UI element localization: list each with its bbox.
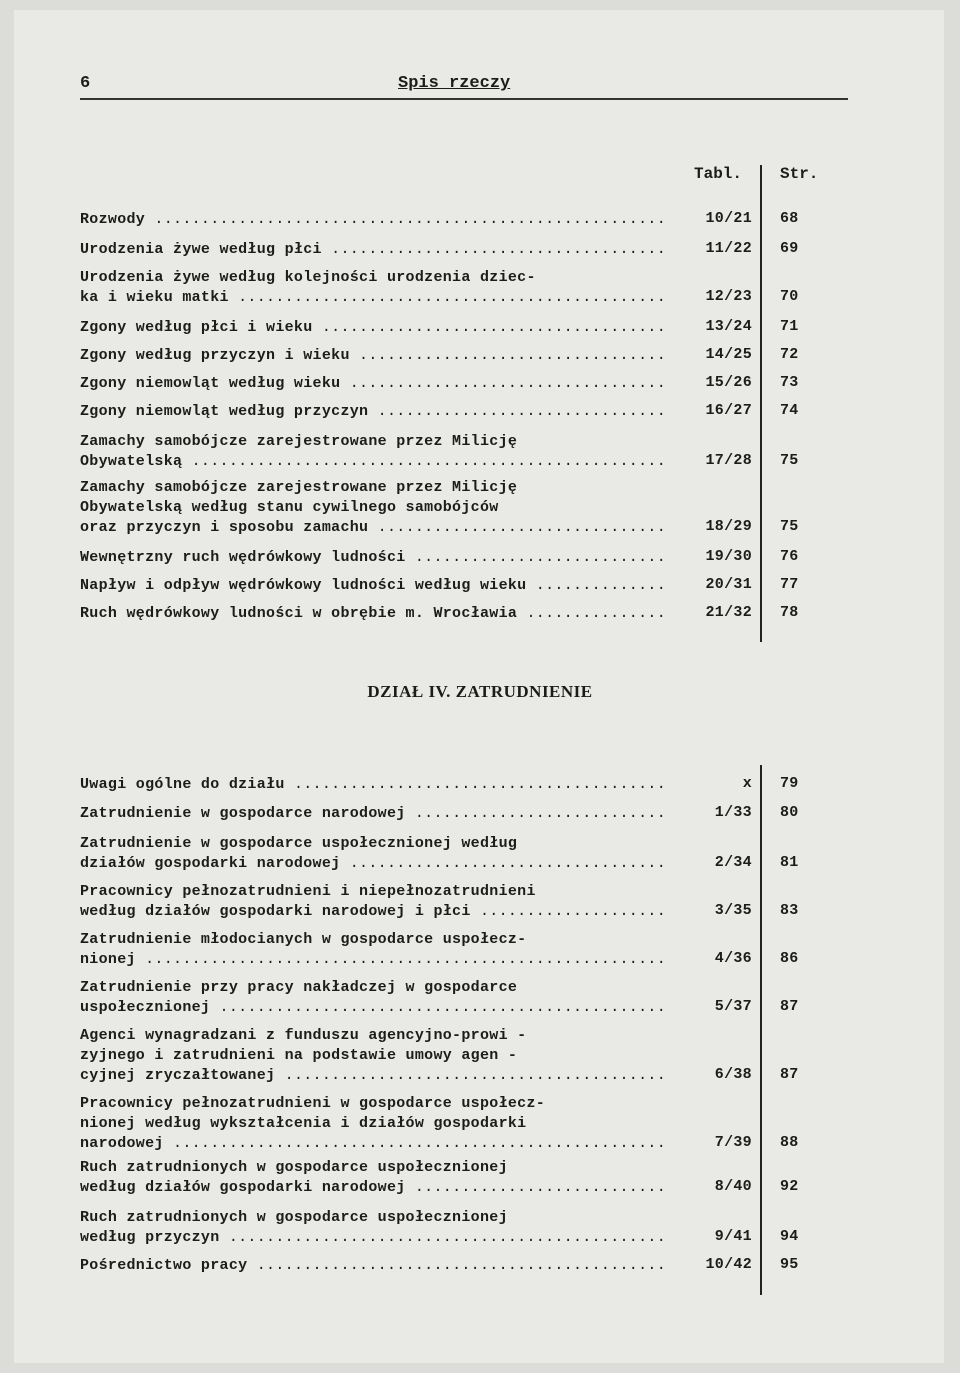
dot-leader: ........................... — [405, 1179, 667, 1196]
dot-leader: ............................................ — [247, 1257, 667, 1274]
toc-entry-title-line: cyjnej zryczałtowanej — [80, 1067, 276, 1084]
toc-entry-title-line: według działów gospodarki narodowej i płci — [80, 903, 471, 920]
toc-entry-page-number: 88 — [780, 1134, 799, 1151]
toc-entry-page-number: 76 — [780, 548, 799, 565]
toc-entry-table-number: 11/22 — [705, 240, 752, 257]
dot-leader: ....................................................... — [145, 211, 667, 228]
toc-entry-page-number: 87 — [780, 998, 799, 1015]
toc-entry-title — [80, 882, 667, 922]
toc-entry-title — [80, 978, 667, 1018]
toc-entry-title-line: ka i wieku matki — [80, 289, 229, 306]
toc-entry-title — [80, 1026, 667, 1086]
dot-leader: ............................... — [368, 403, 667, 420]
toc-entry-title-line: działów gospodarki narodowej — [80, 855, 341, 872]
toc-entry-page-number: 95 — [780, 1256, 799, 1273]
toc-entry-title-line: Ruch zatrudnionych w gospodarce uspołecznionej — [80, 1159, 508, 1176]
toc-entry-title-line: Rozwody — [80, 211, 146, 228]
toc-entry-table-number: 9/41 — [714, 1228, 752, 1245]
dot-leader: .............................................. — [228, 289, 666, 306]
toc-entry-title — [80, 402, 667, 422]
toc-entry-title-line: Agenci wynagradzani z funduszu agencyjno-prowi - — [80, 1027, 527, 1044]
toc-entry-title — [80, 346, 666, 366]
toc-entry-title — [80, 604, 666, 624]
toc-entry-title-line: Wewnętrzny ruch wędrówkowy ludności — [80, 549, 406, 566]
toc-entry-table-number: 20/31 — [705, 576, 752, 593]
toc-entry-page-number: 94 — [780, 1228, 799, 1245]
toc-entry-title — [80, 1208, 667, 1248]
toc-entry-page-number: 87 — [780, 1066, 799, 1083]
toc-entry-title-line: oraz przyczyn i sposobu zamachu — [80, 519, 369, 536]
toc-entry-table-number: 13/24 — [705, 318, 752, 335]
toc-entry-title — [80, 318, 667, 338]
toc-entry-title — [80, 374, 667, 394]
dot-leader: ................................................... — [182, 453, 667, 470]
toc-entry-title-line: według działów gospodarki narodowej — [80, 1179, 406, 1196]
toc-entry-title-line: Obywatelską według stanu cywilnego samobójców — [80, 499, 499, 516]
toc-entry-table-number: 1/33 — [714, 804, 752, 821]
toc-entry-title-line: Zgony niemowląt według przyczyn — [80, 403, 369, 420]
dot-leader: ............... — [517, 605, 666, 622]
toc-entry-table-number: 4/36 — [714, 950, 752, 967]
toc-entry-title-line: Pośrednictwo pracy — [80, 1257, 248, 1274]
toc-entry-title-line: nionej według wykształcenia i działów gospodarki — [80, 1115, 527, 1132]
dot-leader: .............. — [526, 577, 667, 594]
column-rule-top — [760, 165, 762, 642]
toc-entry-page-number: 69 — [780, 240, 799, 257]
toc-entry-table-number: 3/35 — [714, 902, 752, 919]
toc-entry-table-number: 21/32 — [705, 604, 752, 621]
toc-entry-title — [80, 268, 666, 308]
page-title: Spis rzeczy — [398, 74, 511, 93]
dot-leader: ........................... — [405, 549, 667, 566]
toc-entry-table-number: x — [742, 775, 752, 792]
toc-entry-page-number: 72 — [780, 346, 799, 363]
toc-entry-page-number: 68 — [780, 210, 799, 227]
toc-entry-title-line: narodowej — [80, 1135, 164, 1152]
toc-entry-title — [80, 775, 667, 795]
toc-entry-table-number: 12/23 — [705, 288, 752, 305]
toc-entry-title — [80, 1256, 667, 1276]
toc-entry-page-number: 92 — [780, 1178, 799, 1195]
toc-entry-title — [80, 548, 667, 568]
toc-entry-page-number: 78 — [780, 604, 799, 621]
toc-entry-title — [80, 432, 667, 472]
toc-entry-page-number: 73 — [780, 374, 799, 391]
toc-entry-title-line: Obywatelską — [80, 453, 183, 470]
toc-entry-page-number: 74 — [780, 402, 799, 419]
dot-leader: ............................................... — [219, 1229, 667, 1246]
toc-entry-page-number: 83 — [780, 902, 799, 919]
toc-entry-title-line: Zgony według przyczyn i wieku — [80, 347, 350, 364]
column-rule-bottom — [760, 765, 762, 1295]
toc-entry-title-line: nionej — [80, 951, 136, 968]
toc-entry-title-line: Pracownicy pełnozatrudnieni w gospodarce uspołecz- — [80, 1095, 546, 1112]
toc-entry-table-number: 19/30 — [705, 548, 752, 565]
toc-entry-title — [80, 210, 667, 230]
toc-entry-title-line: Uwagi ogólne do działu — [80, 776, 285, 793]
toc-entry-page-number: 86 — [780, 950, 799, 967]
toc-entry-page-number: 79 — [780, 775, 799, 792]
column-header-tabl: Tabl. — [694, 165, 743, 183]
dot-leader: ..................................................... — [163, 1135, 666, 1152]
toc-entry-title-line: Zatrudnienie w gospodarce narodowej — [80, 805, 406, 822]
toc-entry-page-number: 75 — [780, 518, 799, 535]
toc-entry-title — [80, 930, 666, 970]
toc-entry-table-number: 14/25 — [705, 346, 752, 363]
toc-entry-page-number: 70 — [780, 288, 799, 305]
toc-entry-page-number: 75 — [780, 452, 799, 469]
toc-entry-title-line: Pracownicy pełnozatrudnieni i niepełnozatrudnieni — [80, 883, 536, 900]
dot-leader: ............................... — [368, 519, 667, 536]
toc-entry-title-line: Napływ i odpływ wędrówkowy ludności według wieku — [80, 577, 527, 594]
dot-leader: ................................. — [349, 347, 666, 364]
toc-entry-title — [80, 576, 667, 596]
toc-entry-title-line: Zgony niemowląt według wieku — [80, 375, 341, 392]
toc-entry-table-number: 7/39 — [714, 1134, 752, 1151]
toc-entry-table-number: 6/38 — [714, 1066, 752, 1083]
toc-entry-title-line: Ruch zatrudnionych w gospodarce uspołecznionej — [80, 1209, 508, 1226]
column-header-str: Str. — [780, 165, 819, 183]
toc-entry-title-line: uspołecznionej — [80, 999, 211, 1016]
toc-entry-title-line: Urodzenia żywe według kolejności urodzenia dziec- — [80, 269, 536, 286]
dot-leader: .................................. — [340, 855, 667, 872]
running-head — [80, 72, 848, 100]
dot-leader: ........................................................ — [135, 951, 666, 968]
toc-entry-table-number: 17/28 — [705, 452, 752, 469]
toc-entry-title-line: zyjnego i zatrudnieni na podstawie umowy agen - — [80, 1047, 518, 1064]
toc-entry-title-line: Urodzenia żywe według płci — [80, 241, 322, 258]
toc-entry-table-number: 10/21 — [705, 210, 752, 227]
dot-leader: ..................................... — [312, 319, 667, 336]
dot-leader: ........................................ — [284, 776, 667, 793]
dot-leader: .................................... — [321, 241, 666, 258]
toc-entry-title — [80, 1158, 667, 1198]
toc-entry-table-number: 18/29 — [705, 518, 752, 535]
toc-entry-table-number: 8/40 — [714, 1178, 752, 1195]
toc-entry-page-number: 80 — [780, 804, 799, 821]
section-heading: DZIAŁ IV. ZATRUDNIENIE — [367, 682, 593, 701]
toc-entry-page-number: 77 — [780, 576, 799, 593]
toc-entry-table-number: 15/26 — [705, 374, 752, 391]
toc-entry-table-number: 2/34 — [714, 854, 752, 871]
toc-entry-title-line: Zamachy samobójcze zarejestrowane przez Milicję — [80, 479, 518, 496]
toc-entry-table-number: 16/27 — [705, 402, 752, 419]
dot-leader: ................................................ — [210, 999, 667, 1016]
toc-entry-title-line: według przyczyn — [80, 1229, 220, 1246]
toc-entry-title — [80, 478, 667, 538]
toc-entry-title-line: Zgony według płci i wieku — [80, 319, 313, 336]
toc-entry-table-number: 5/37 — [714, 998, 752, 1015]
dot-leader: .................................. — [340, 375, 667, 392]
dot-leader: ........................... — [405, 805, 667, 822]
dot-leader: ......................................... — [275, 1067, 667, 1084]
toc-entry-title-line: Zamachy samobójcze zarejestrowane przez Milicję — [80, 433, 518, 450]
toc-entry-title — [80, 1094, 666, 1154]
toc-entry-table-number: 10/42 — [705, 1256, 752, 1273]
toc-entry-page-number: 71 — [780, 318, 799, 335]
toc-entry-title-line: Zatrudnienie przy pracy nakładczej w gospodarce — [80, 979, 518, 996]
toc-entry-page-number: 81 — [780, 854, 799, 871]
page-number: 6 — [80, 74, 91, 93]
toc-entry-title — [80, 834, 667, 874]
toc-entry-title — [80, 804, 667, 824]
toc-entry-title-line: Ruch wędrówkowy ludności w obrębie m. Wrocławia — [80, 605, 518, 622]
dot-leader: .................... — [470, 903, 667, 920]
toc-entry-title-line: Zatrudnienie młodocianych w gospodarce uspołecz- — [80, 931, 527, 948]
toc-entry-title-line: Zatrudnienie w gospodarce uspołecznionej według — [80, 835, 518, 852]
toc-entry-title — [80, 240, 666, 260]
